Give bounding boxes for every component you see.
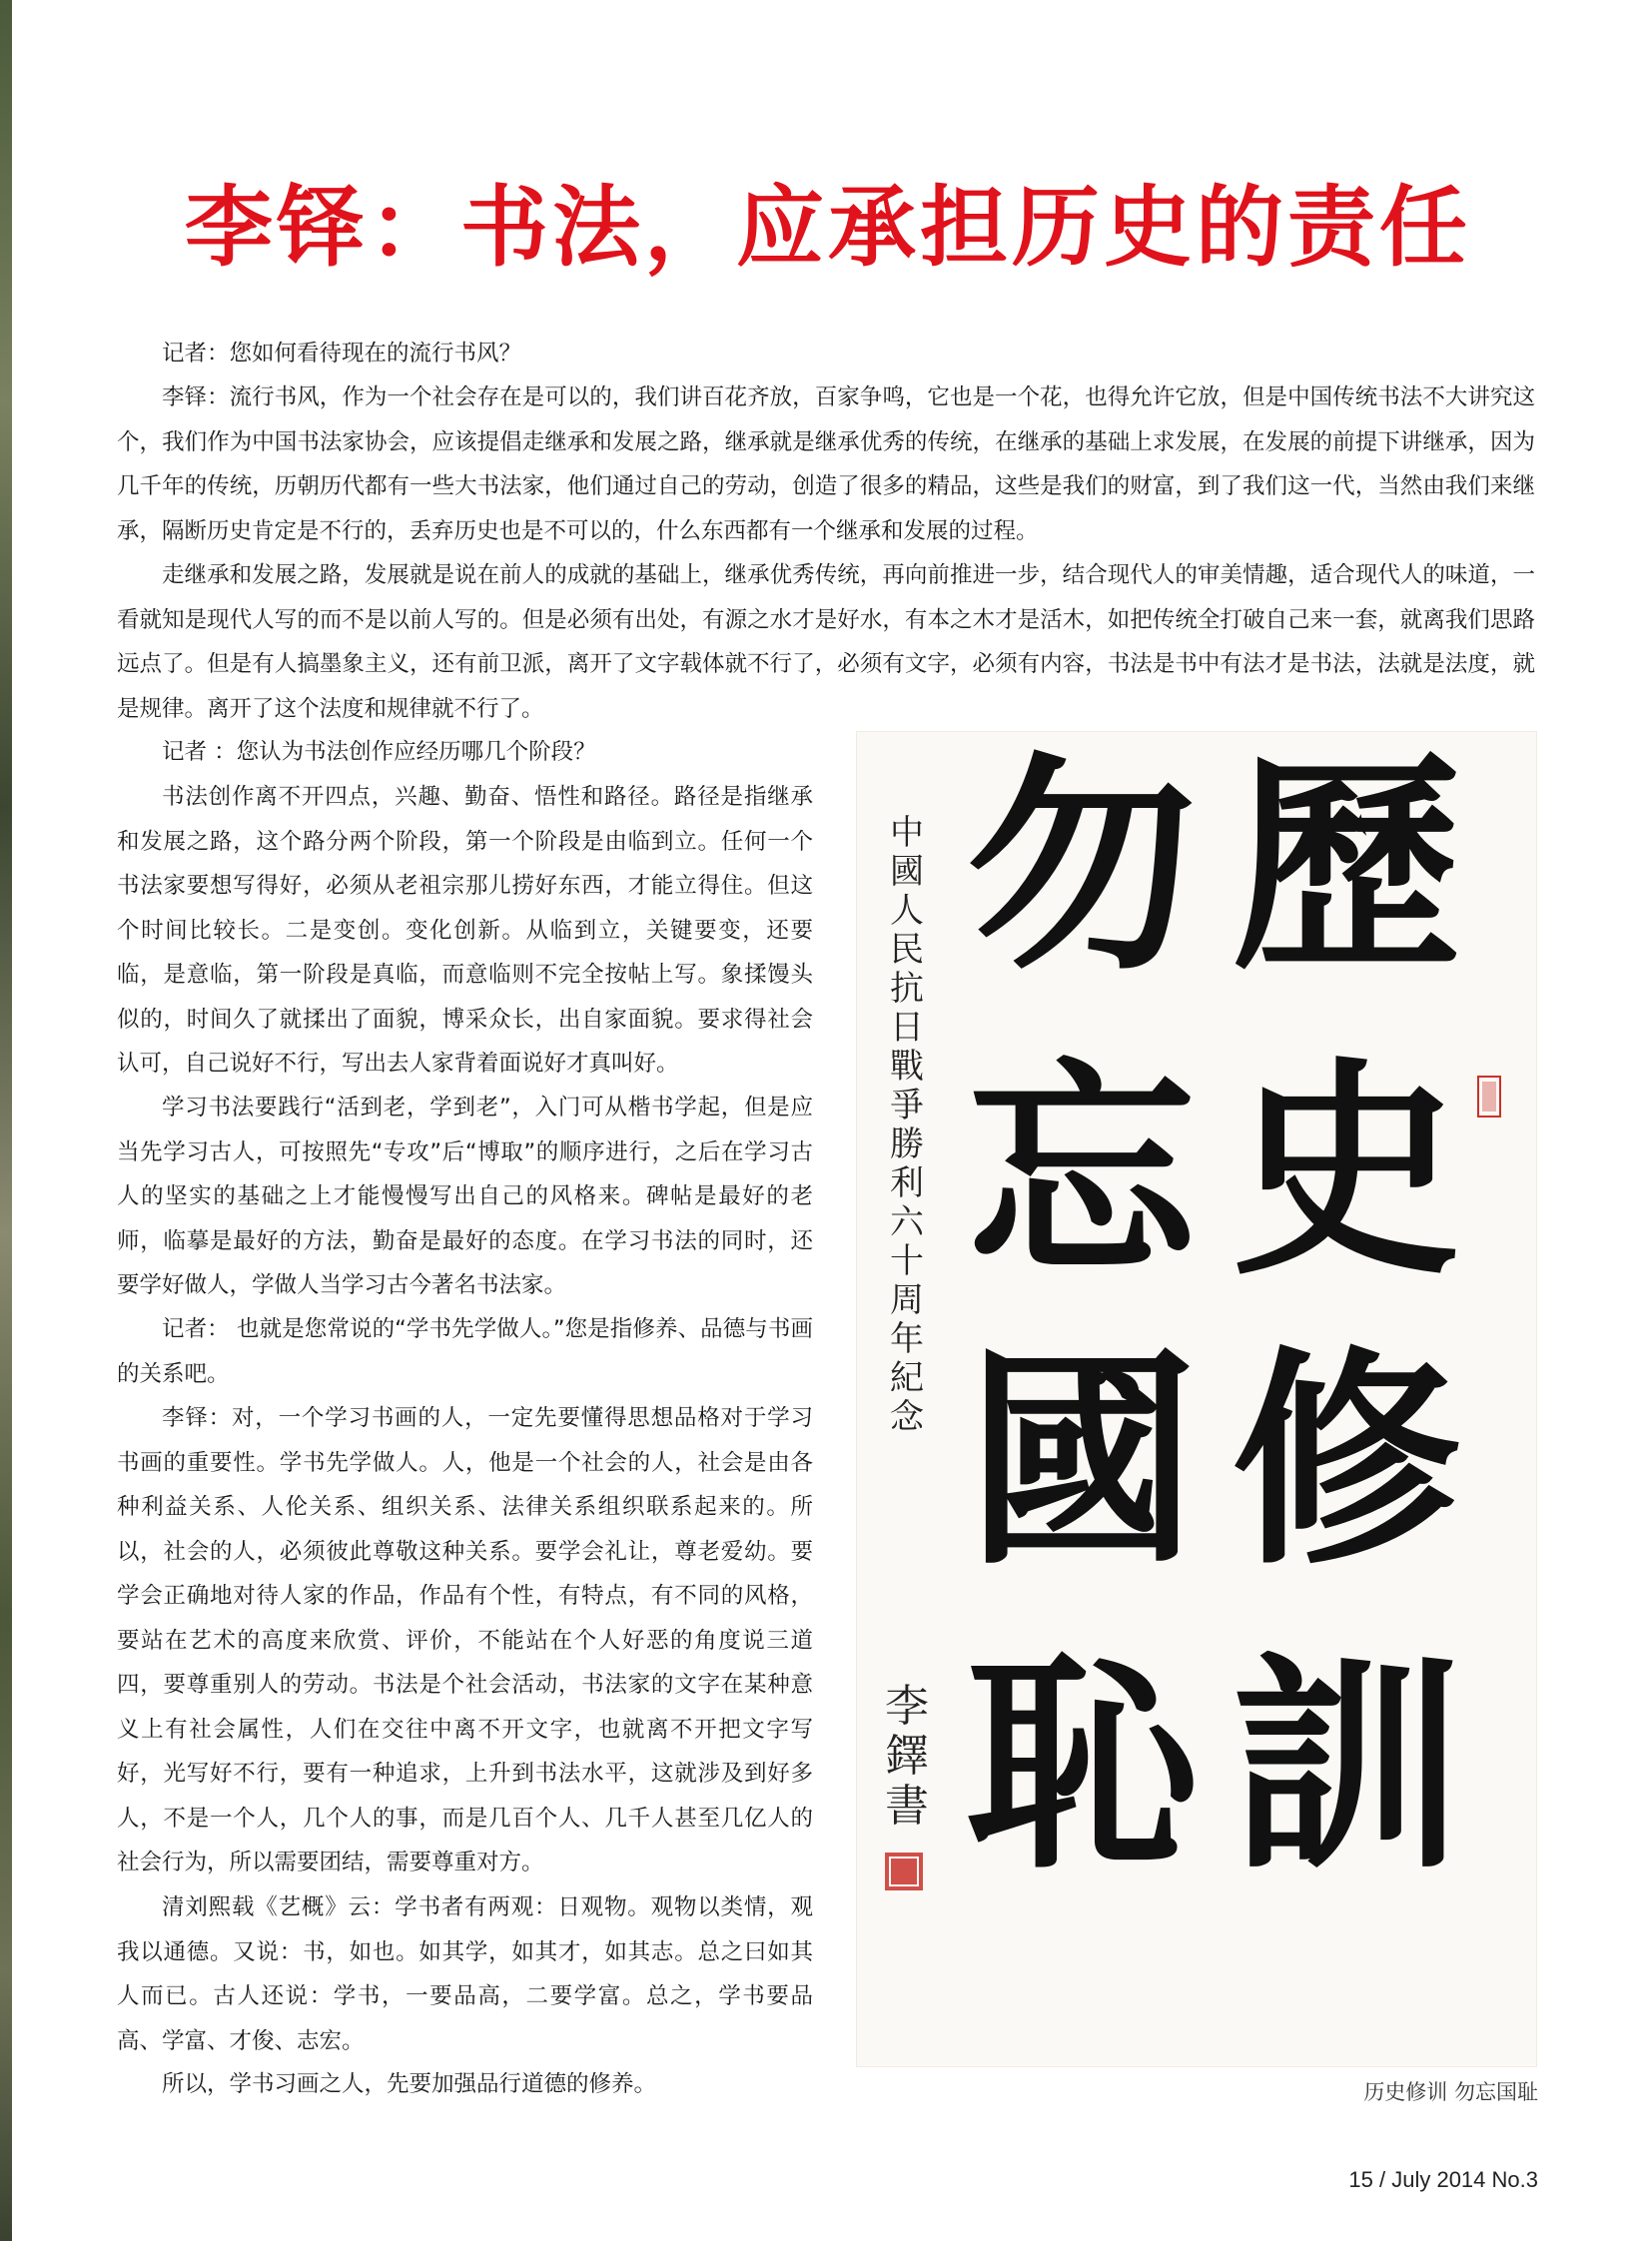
calligraphy-character: 修 (1231, 1326, 1462, 1596)
inscription-character: 戰 (890, 1047, 924, 1087)
inscription-character: 日 (890, 1008, 924, 1048)
inscription-character: 人 (890, 891, 924, 931)
inscription-character: 十 (890, 1241, 924, 1281)
calligraphy-character: 歷 (1231, 732, 1462, 1002)
inscription-character: 爭 (890, 1086, 924, 1125)
paragraph: 记者： 也就是您常说的“学书先学做人。”您是指修养、品德与书画的关系吧。 (117, 1316, 813, 1387)
paragraph: 李铎：对，一个学习书画的人，一定先要懂得思想品格对于学习书画的重要性。学书先学做人。人，他是一个社会的人，社会是由各种利益关系、人伦关系、组织关系、法律关系组织联系起来的。所以，社会的人，必须彼此尊敬这种关系。要学会礼让，尊老爱幼。要学会正确地对待人家的作品，作品有个性，有特点，有不同的风格，要站在艺术的高度来欣赏、评价，不能站在个人好恶的角度说三道四，要尊重别人的劳动。书法是个社会活动，书法家的文字在某种意义上有社会属性，人们在交往中离不开文字，也就离不开把文字写好，光写好不行，要有一种追求，上升到书法水平，这就涉及到好多人，不是一个人，几个人的事，而是几百个人、几千人甚至几亿人的社会行为，所以需要团结，需要尊重对方。 (117, 1405, 813, 1875)
calligraphy-character: 忘 (966, 1037, 1198, 1306)
paragraph: 书法创作离不开四点，兴趣、勤奋、悟性和路径。路径是指继承和发展之路，这个路分两个阶段，第一个阶段是由临到立。任何一个书法家要想写得好，必须从老祖宗那儿捞好东西，才能立得住。但这个时间比较长。二是变创。变化创新。从临到立，关键要变，还要临，是意临，第一阶段是真临，而意临则不完全按帖上写。象揉馒头似的，时间久了就揉出了面貌，博采众长，出自家面貌。要求得社会认可，自己说好不行，写出去人家背着面说好才真叫好。 (117, 784, 813, 1077)
calligraphy-canvas (857, 732, 1536, 2066)
inscription-character: 勝 (890, 1124, 924, 1164)
paragraph: 记者 ：您认为书法创作应经历哪几个阶段？ (162, 739, 596, 765)
inscription-character: 六 (890, 1202, 924, 1242)
calligraphy-main-text (967, 732, 1461, 1900)
inscription-character: 紀 (890, 1358, 924, 1398)
inscription-character: 民 (890, 930, 924, 970)
paragraph: 清刘熙载《艺概》云：学书者有两观：日观物。观物以类情，观我以通德。又说：书，如也。如其学，如其才，如其志。总之曰如其人而已。古人还说：学书，一要品高，二要学富。总之，学书要品高、学富、才俊、志宏。 (117, 1894, 813, 2054)
calligraphy-character: 國 (966, 1326, 1198, 1596)
calligraphy-character: 史 (1231, 1037, 1462, 1306)
inscription-character: 周 (890, 1280, 924, 1320)
inscription-character: 利 (890, 1163, 924, 1203)
signature-character: 鐸 (885, 1731, 929, 1782)
calligraphy-character: 恥 (966, 1631, 1198, 1900)
page-edge-strip (0, 0, 12, 2241)
calligraphy-character: 訓 (1231, 1631, 1462, 1900)
paragraph: 记者：您如何看待现在的流行书风？ (162, 341, 522, 367)
paragraph: 走继承和发展之路，发展就是说在前人的成就的基础上，继承优秀传统，再向前推进一步，结合现代人的审美情趣，适合现代人的味道，一看就知是现代人写的而不是以前人写的。但是必须有出处，有源之水才是好水，有本之木才是活木，如把传统全打破自己来一套，就离我们思路远点了。但是有人搞墨象主义，还有前卫派，离开了文字载体就不行了，必须有文字，必须有内容，书法是书中有法才是书法，法就是法度，就是规律。离开了这个法度和规律就不行了。 (117, 562, 1535, 722)
inscription-character: 抗 (890, 969, 924, 1009)
inscription-character: 國 (890, 852, 924, 892)
calligraphy-inscription (885, 813, 929, 1832)
signature-character: 李 (885, 1681, 929, 1732)
article-title: 李铎：书法，应承担历史的责任 (185, 176, 1472, 279)
calligraphy-artwork (856, 731, 1537, 2067)
signature-character: 書 (885, 1781, 929, 1832)
inscription-character: 念 (890, 1397, 924, 1437)
paragraph: 所以，学书习画之人，先要加强品行道德的修养。 (162, 2071, 657, 2097)
inscription-character: 年 (890, 1319, 924, 1359)
inscription-character: 中 (890, 813, 924, 853)
calligraphy-character: 勿 (966, 732, 1198, 1002)
seal-small-fill-icon (1482, 1082, 1496, 1112)
page-footer: 15 / July 2014 No.3 (1348, 2167, 1538, 2192)
paragraph: 李铎：流行书风，作为一个社会存在是可以的，我们讲百花齐放，百家争鸣，它也是一个花，也得允许它放，但是中国传统书法不大讲究这个，我们作为中国书法家协会，应该提倡走继承和发展之路，继承就是继承优秀的传统，在继承的基础上求发展，在发展的前提下讲继承，因为几千年的传统，历朝历代都有一些大书法家，他们通过自己的劳动，创造了很多的精品，这些是我们的财富，到了我们这一代，当然由我们来继承，隔断历史肯定是不行的，丢弃历史也是不可以的，什么东西都有一个继承和发展的过程。 (117, 384, 1535, 544)
paragraph: 学习书法要践行“活到老，学到老”，入门可从楷书学起，但是应当先学习古人，可按照先“专攻”后“博取”的顺序进行，之后在学习古人的坚实的基础之上才能慢慢写出自己的风格来。碑帖是最好的老师，临摹是最好的方法，勤奋是最好的态度。在学习书法的同时，还要学好做人，学做人当学习古今著名书法家。 (117, 1095, 813, 1298)
artwork-caption: 历史修训 勿忘国耻 (1363, 2080, 1538, 2104)
